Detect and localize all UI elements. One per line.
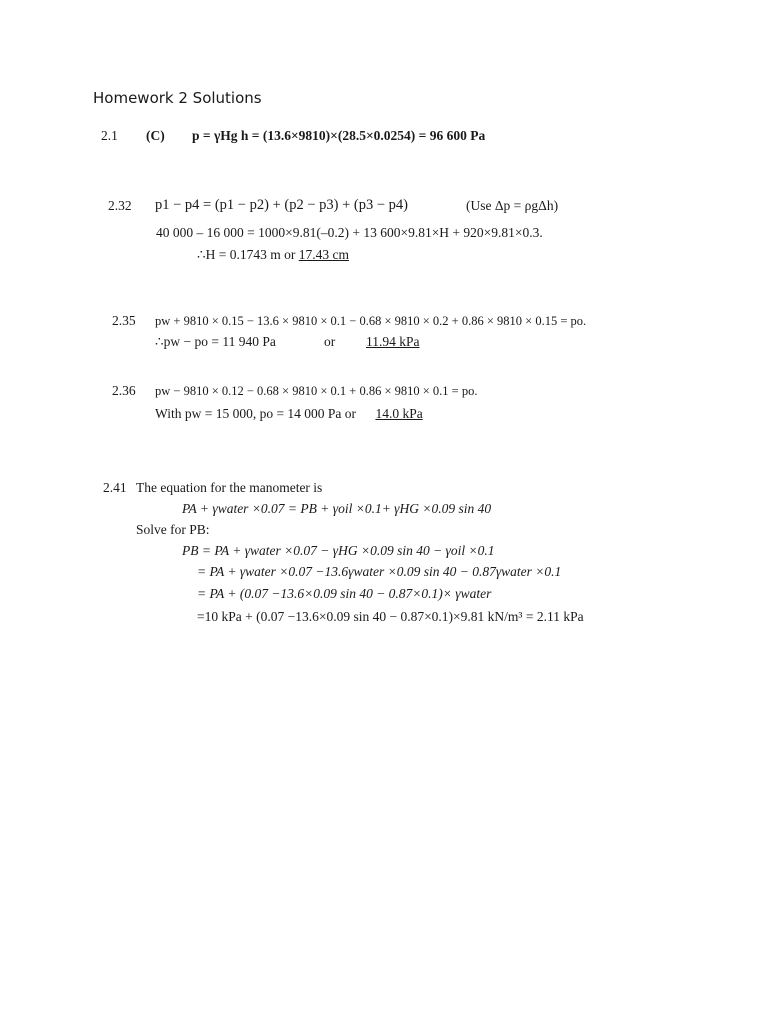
problem-2-32-line2: 40 000 – 16 000 = 1000×9.81(–0.2) + 13 600×9.81×H + 920×9.81×0.3.	[156, 225, 543, 240]
problem-2-41-eq1: PA + γwater ×0.07 = PB + γoil ×0.1+ γHG ×0.09 sin 40	[182, 501, 492, 516]
problem-2-1-number: 2.1	[101, 128, 118, 143]
problem-2-32-answer: 17.43 cm	[298, 247, 349, 262]
problem-2-41-eq2: PB = PA + γwater ×0.07 − γHG ×0.09 sin 40 − γoil ×0.1	[182, 543, 495, 558]
problem-2-36-line2	[155, 405, 423, 423]
problem-2-36-line2-prefix: With pw = 15 000, po = 14 000 Pa or	[155, 406, 357, 421]
problem-2-41-intro: The equation for the manometer is	[136, 480, 323, 495]
problem-2-41-eq5: =10 kPa + (0.07 −13.6×0.09 sin 40 − 0.87×0.1)×9.81 kN/m³ = 2.11 kPa	[197, 609, 584, 624]
problem-2-32-line3	[197, 246, 349, 264]
problem-2-35-number: 2.35	[112, 313, 136, 328]
problem-2-35-line2-prefix: ∴pw − po = 11 940 Pa	[155, 334, 276, 349]
problem-2-41-eq4: = PA + (0.07 −13.6×0.09 sin 40 − 0.87×0.1)× γwater	[197, 586, 492, 601]
problem-2-41-eq3: = PA + γwater ×0.07 −13.6γwater ×0.09 sin 40 − 0.87γwater ×0.1	[197, 564, 562, 579]
problem-2-32-line3-prefix: ∴H = 0.1743 m or	[197, 247, 296, 262]
document-title: Homework 2 Solutions	[93, 89, 262, 107]
problem-2-32-line1: p1 − p4 = (p1 − p2) + (p2 − p3) + (p3 − p4)	[155, 197, 408, 213]
problem-2-35-answer: 11.94 kPa	[366, 334, 420, 349]
problem-2-35-line2-or: or	[324, 334, 336, 349]
problem-2-1-answer-letter: (C)	[146, 128, 165, 143]
problem-2-36-number: 2.36	[112, 383, 136, 398]
problem-2-1-equation: p = γHg h = (13.6×9810)×(28.5×0.0254) = 96 600 Pa	[192, 128, 486, 143]
problem-2-41-number: 2.41	[103, 480, 127, 495]
problem-2-41-solve: Solve for PB:	[136, 522, 210, 537]
problem-2-36-line1: pw − 9810 × 0.12 − 0.68 × 9810 × 0.1 + 0.86 × 9810 × 0.1 = po.	[155, 384, 478, 398]
problem-2-32-hint: (Use Δp = ρgΔh)	[466, 198, 559, 213]
problem-2-32-number: 2.32	[108, 198, 132, 213]
problem-2-35-line1: pw + 9810 × 0.15 − 13.6 × 9810 × 0.1 − 0.68 × 9810 × 0.2 + 0.86 × 9810 × 0.15 = po.	[155, 314, 587, 328]
problem-2-36-answer: 14.0 kPa	[375, 406, 423, 421]
